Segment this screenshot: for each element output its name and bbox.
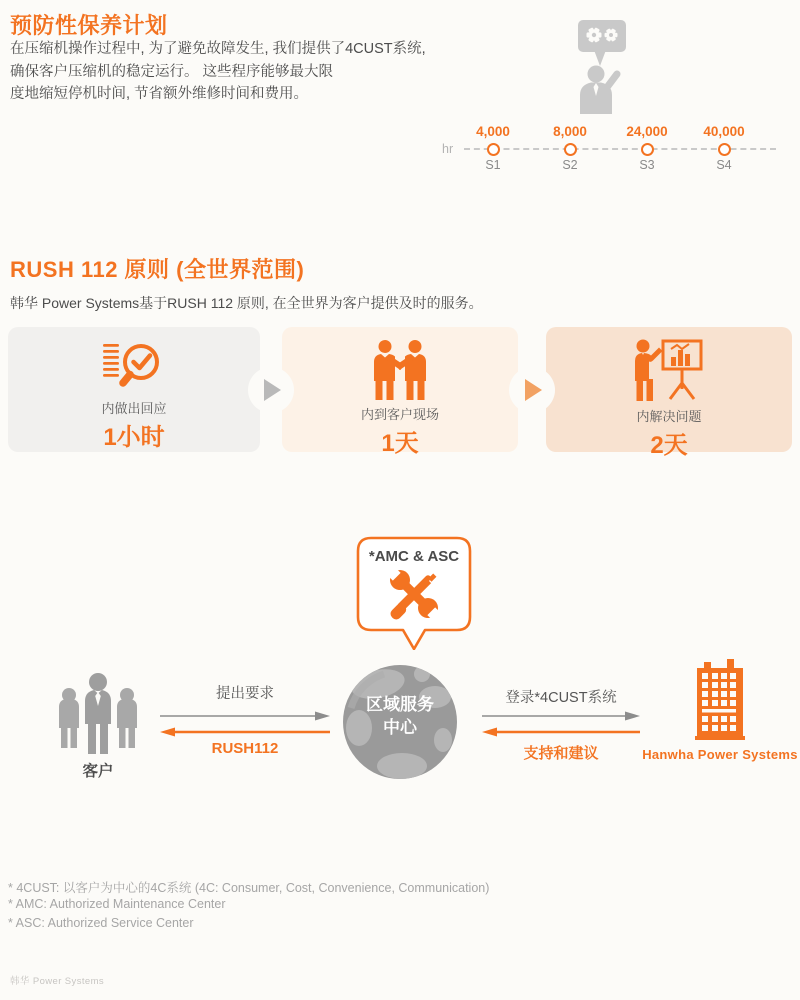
milestone-dot-icon [564,143,577,156]
milestone-hours: 40,000 [703,124,745,139]
presenter-chart-icon [627,339,711,403]
step-caption: 内到客户现场 [360,407,439,422]
service-center-label [342,693,458,739]
rush-step-solve [546,327,792,459]
rush-heading: RUSH 112 原则 (全世界范围) [10,257,305,282]
login-4cust-label: 登录*4CUST系统 [505,690,617,706]
request-label: 提出要求 [216,686,274,702]
company-building-icon [694,658,746,749]
support-advice-label: 支持和建议 [523,745,599,762]
milestone-stage: S3 [639,158,655,172]
maintenance-timeline [428,124,790,178]
inspection-magnifier-icon [103,339,165,395]
step-arrow-icon [248,367,294,413]
milestone-hours: 4,000 [476,124,510,139]
intro-paragraph [10,38,570,106]
footnote-asc: * ASC: Authorized Service Center [8,916,194,930]
step-value: 1天 [381,430,419,457]
intro-line-2: 确保客户压缩机的稳定运行。 这些程序能够最大限 [10,63,334,80]
rush-step-arrival [282,327,518,457]
step-value: 1小时 [103,424,165,451]
customer-label: 客户 [82,763,114,780]
timeline-milestone [692,124,756,172]
timeline-milestone [615,124,679,172]
support-person-gears-icon [563,20,635,119]
milestone-stage: S1 [485,158,501,172]
milestone-stage: S2 [562,158,578,172]
timeline-milestone [461,124,525,172]
milestone-dot-icon [718,143,731,156]
milestone-stage: S4 [716,158,732,172]
customers-icon [52,670,144,763]
bubble-label: *AMC & ASC [368,548,460,565]
footnote-4cust: * 4CUST: 以客户为中心的4C系统 (4C: Consumer, Cost, Convenience, Communication) [8,881,490,895]
page-title: 预防性保养计划 [10,13,168,38]
handshake-icon [362,339,438,401]
rush-subheading: 韩华 Power Systems基于RUSH 112 原则, 在全世界为客户提供及时的服务。 [10,295,483,311]
rush-step-response [8,327,260,452]
milestone-hours: 8,000 [553,124,587,139]
rush112-label: RUSH112 [211,740,279,757]
intro-line-1: 在压缩机操作过程中, 为了避免故障发生, 我们提供了4CUST系统, [10,41,426,57]
footnote-amc: * AMC: Authorized Maintenance Center [8,897,226,911]
step-value: 2天 [650,432,688,459]
service-center-line-1: 区域服务 [366,695,434,714]
step-caption: 内做出回应 [101,401,167,416]
company-name-label: Hanwha Power Systems [642,747,798,762]
service-center-line-2: 中心 [383,718,417,737]
timeline-axis-label: hr [442,142,454,156]
milestone-dot-icon [487,143,500,156]
footer-brand: 韩华 Power Systems [10,976,105,987]
milestone-hours: 24,000 [626,124,668,139]
milestone-dot-icon [641,143,654,156]
right-arrows-icon [482,702,640,747]
step-caption: 内解决问题 [636,409,702,424]
timeline-milestone [538,124,602,172]
intro-line-3: 度地缩短停机时间, 节省额外维修时间和费用。 [10,86,309,102]
step-arrow-icon [509,367,555,413]
